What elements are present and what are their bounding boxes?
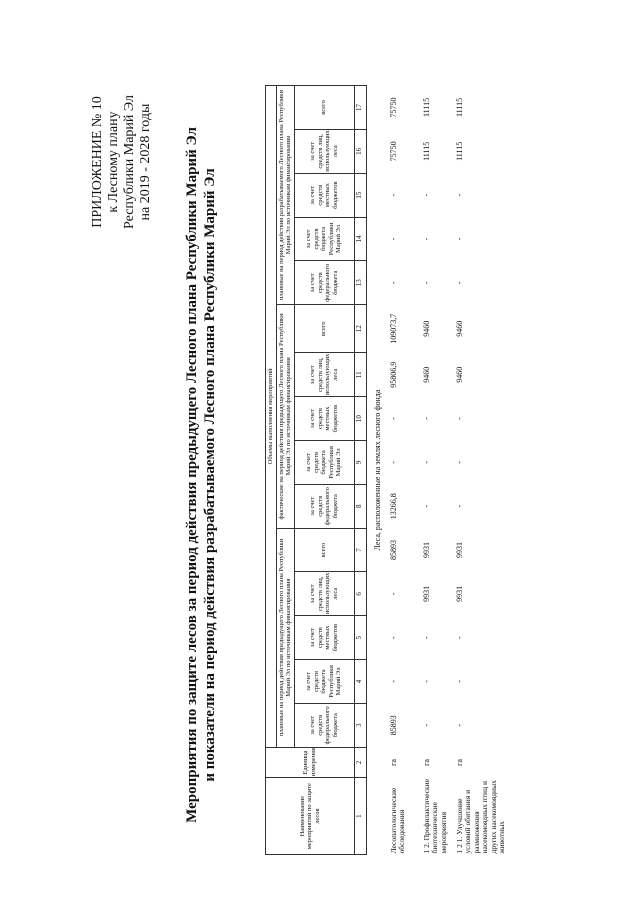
header-fed: за счет средств федерального бюджета (294, 484, 354, 528)
header-total: всего (294, 528, 354, 572)
header-rep: за счет средств бюджета Республики Марий Эл (294, 217, 354, 261)
table-cell: 9931 (421, 542, 431, 559)
column-number: 17 (354, 86, 366, 130)
header-users: за счет средств лиц, использующих леса (294, 129, 354, 173)
table-cell: 9931 (454, 585, 464, 602)
table-cell: - (421, 237, 431, 241)
table-cell: - (454, 461, 464, 464)
document-title (183, 95, 219, 855)
table-cell: 95806,9 (388, 361, 398, 388)
table-cell: 9460 (421, 320, 431, 337)
header-rep: за счет средств бюджета Республики Марий Эл (294, 440, 354, 484)
title-line-2: и показатели на период действия разрабатываемого Лесного плана Республики Марий Эл (202, 168, 218, 782)
table-cell: - (421, 504, 431, 508)
appendix-number: ПРИЛОЖЕНИЕ № 10 (90, 96, 105, 228)
table-cell: - (388, 636, 398, 639)
column-number: 16 (354, 129, 366, 173)
column-number: 9 (354, 440, 366, 484)
table-cell: 9460 (454, 320, 464, 337)
table-cell: - (388, 592, 398, 596)
column-number: 5 (354, 616, 366, 660)
protection-measures-table (265, 85, 508, 855)
table-cell: - (388, 237, 398, 241)
column-number: 8 (354, 484, 366, 528)
table-cell: 109073,7 (388, 313, 398, 344)
column-number: 2 (354, 747, 366, 778)
table-cell: - (454, 680, 464, 683)
table-cell: - (421, 417, 431, 420)
column-number: 15 (354, 173, 366, 217)
header-loc: за счет средств местных бюджетов (294, 173, 354, 217)
title-line-1: Мероприятия по защите лесов за период действия предыдущего Лесного плана Республики Марий Эл (184, 127, 200, 823)
header-fed: за счет средств федерального бюджета (294, 703, 354, 747)
header-total: всего (294, 305, 354, 353)
table-cell: - (388, 281, 398, 285)
table-cell: - (388, 417, 398, 420)
column-number: 3 (354, 703, 366, 747)
row-name: Лесопатологические обследования (388, 787, 406, 854)
appendix-line: на 2019 - 2028 годы (138, 103, 153, 221)
table-cell: 75750 (388, 97, 398, 118)
column-number: 1 (354, 778, 366, 855)
table-cell: - (454, 723, 464, 727)
header-total: всего (294, 86, 354, 130)
table-cell: 9931 (454, 542, 464, 559)
appendix-line: Республики Марий Эл (122, 95, 137, 229)
header-fed: за счет средств федерального бюджета (294, 261, 354, 305)
table-cell: - (454, 237, 464, 241)
header-actual-prev: фактические на период действия предыдущего Лесного плана Республики Марий Эл по источникам финансирования (276, 305, 294, 528)
table-cell: 9460 (421, 366, 431, 383)
table-row (419, 86, 452, 855)
header-rep: за счет средств бюджета Республики Марий Эл (294, 660, 354, 704)
table-cell: - (421, 193, 431, 197)
column-number: 7 (354, 528, 366, 572)
table-cell: - (454, 504, 464, 508)
table-cell: 75750 (388, 141, 398, 162)
header-users: за счет средств лиц, использующих леса (294, 572, 354, 616)
table-cell: 9460 (454, 366, 464, 383)
table-cell: - (454, 417, 464, 420)
header-unit: Единица измерения (266, 747, 355, 778)
column-number: 4 (354, 660, 366, 704)
table-cell: 9931 (421, 585, 431, 602)
appendix-header (90, 52, 154, 272)
table-cell: - (454, 636, 464, 639)
column-number: 6 (354, 572, 366, 616)
header-name: Наименование мероприятий по защите лесов (266, 778, 355, 855)
table-cell: - (421, 461, 431, 464)
table-cell: - (454, 281, 464, 285)
table-cell: 13266,8 (388, 493, 398, 520)
column-number: 12 (354, 305, 366, 353)
appendix-line: к Лесному плану (106, 111, 121, 213)
row-unit: га (388, 759, 398, 766)
table-cell: 11115 (421, 97, 431, 118)
header-volumes: Объемы выполнения мероприятий (266, 86, 277, 748)
header-users: за счет средств лиц, использующих леса (294, 353, 354, 397)
column-number: 10 (354, 397, 366, 441)
table-cell: - (388, 680, 398, 683)
header-loc: за счет средств местных бюджетов (294, 397, 354, 441)
table-cell: 85893 (388, 715, 398, 736)
table-cell: - (388, 461, 398, 464)
table-row (452, 86, 508, 855)
row-unit: га (421, 759, 431, 766)
table-cell: - (454, 193, 464, 197)
row-unit: га (454, 759, 464, 766)
row-name: 1 2 1. Улучшение условий обитания и размножения насекомоядных птиц и других насекомоядных животных (454, 780, 506, 854)
table-cell: - (421, 636, 431, 639)
table-row (386, 86, 419, 855)
table-cell: 11115 (454, 141, 464, 161)
table-cell: - (421, 281, 431, 285)
table-cell: 11115 (421, 141, 431, 161)
column-number: 13 (354, 261, 366, 305)
header-planned-prev: плановые на период действия предыдущего Лесного плана Республики Марий Эл по источникам финансирования (276, 528, 294, 747)
table-cell: - (388, 193, 398, 197)
header-loc: за счет средств местных бюджетов (294, 616, 354, 660)
row-name: 1 2. Профилактические биотехнические мероприятия (421, 779, 448, 854)
table-cell: 11115 (454, 97, 464, 118)
header-planned-new: плановые на период действия разрабатываемого Лесного плана Республики Марий Эл по источникам финансирования (276, 86, 294, 305)
column-number: 14 (354, 217, 366, 261)
table-cell: - (421, 723, 431, 727)
table-cell: 85893 (388, 540, 398, 561)
table-cell: - (421, 680, 431, 683)
section-heading: Леса, расположенные на землях лесного фонда (372, 389, 382, 551)
column-number: 11 (354, 353, 366, 397)
